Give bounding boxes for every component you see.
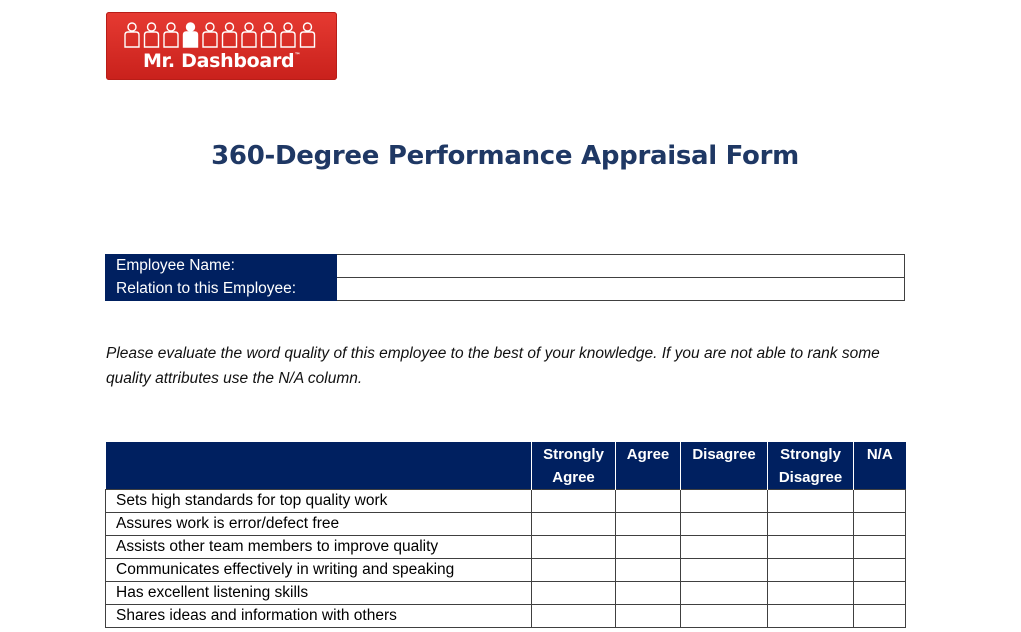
strongly-agree-cell[interactable] [532,513,616,536]
agree-header [616,442,681,490]
strongly-disagree-cell[interactable] [768,605,854,628]
strongly-disagree-cell[interactable] [768,536,854,559]
table-row [106,559,906,582]
person-body [164,32,178,47]
person-body [301,32,315,47]
header-line: Disagree [778,469,843,486]
person-body [184,32,198,47]
instructions-text: Please evaluate the word quality of this employee to the best of your knowledge. If you are not able to rank some quality attributes use the N/A column. [106,345,880,387]
header-line: N/A [866,446,893,463]
strongly-agree-cell[interactable] [532,536,616,559]
agree-cell[interactable] [616,513,681,536]
na-cell[interactable] [854,582,906,605]
rating-header-row [106,442,906,490]
agree-cell[interactable] [616,559,681,582]
page-title: 360-Degree Performance Appraisal Form [211,141,799,171]
logo-text: Mr. Dashboard™ [142,50,301,72]
attribute-label: Shares ideas and information with others [106,605,532,628]
na-cell[interactable] [854,605,906,628]
strongly-disagree-cell[interactable] [768,582,854,605]
table-row [106,605,906,628]
na-cell[interactable] [854,513,906,536]
strongly-disagree-cell[interactable] [768,513,854,536]
table-row [106,490,906,513]
person-head [206,23,214,31]
na-cell[interactable] [854,536,906,559]
person-body [145,32,159,47]
attribute-label: Communicates effectively in writing and speaking [106,559,532,582]
person-head [187,23,195,31]
table-row [106,513,906,536]
disagree-header [681,442,768,490]
disagree-cell[interactable] [681,513,768,536]
employee-name-label: Employee Name: [106,255,337,278]
rating-table [105,442,906,628]
relation-row [106,278,905,301]
person-body [203,32,217,47]
agree-cell[interactable] [616,605,681,628]
agree-cell[interactable] [616,582,681,605]
header-line: Agree [626,446,670,463]
strongly-agree-cell[interactable] [532,582,616,605]
person-body [125,32,139,47]
strongly-agree-cell[interactable] [532,490,616,513]
disagree-cell[interactable] [681,536,768,559]
person-head [265,23,273,31]
strongly-agree-cell[interactable] [532,559,616,582]
person-head [128,23,136,31]
table-row [106,536,906,559]
disagree-cell[interactable] [681,490,768,513]
person-head [245,23,253,31]
person-head [226,23,234,31]
disagree-cell[interactable] [681,605,768,628]
na-cell[interactable] [854,559,906,582]
strongly-agree-header [532,442,616,490]
relation-label: Relation to this Employee: [106,278,337,301]
mr-dashboard-logo [106,12,337,80]
person-head [167,23,175,31]
na-header [854,442,906,490]
agree-cell[interactable] [616,536,681,559]
person-body [223,32,237,47]
disagree-cell[interactable] [681,582,768,605]
relation-field[interactable] [337,278,905,301]
strongly-agree-cell[interactable] [532,605,616,628]
attribute-label: Has excellent listening skills [106,582,532,605]
na-cell[interactable] [854,490,906,513]
table-row [106,582,906,605]
person-head [284,23,292,31]
strongly-disagree-header [768,442,854,490]
header-line: Strongly [543,446,604,463]
agree-cell[interactable] [616,490,681,513]
attribute-column-header [106,442,532,490]
header-line: Agree [552,469,595,486]
header-line: Strongly [780,446,841,463]
strongly-disagree-cell[interactable] [768,490,854,513]
attribute-label: Assures work is error/defect free [106,513,532,536]
person-head [304,23,312,31]
header-line: Disagree [692,446,756,463]
people-icon [124,21,324,51]
attribute-label: Sets high standards for top quality work [106,490,532,513]
strongly-disagree-cell[interactable] [768,559,854,582]
person-body [262,32,276,47]
employee-name-field[interactable] [337,255,905,278]
person-body [242,32,256,47]
disagree-cell[interactable] [681,559,768,582]
employee-name-row [106,255,905,278]
attribute-label: Assists other team members to improve quality [106,536,532,559]
person-head [148,23,156,31]
employee-info-table [105,254,905,301]
person-body [281,32,295,47]
